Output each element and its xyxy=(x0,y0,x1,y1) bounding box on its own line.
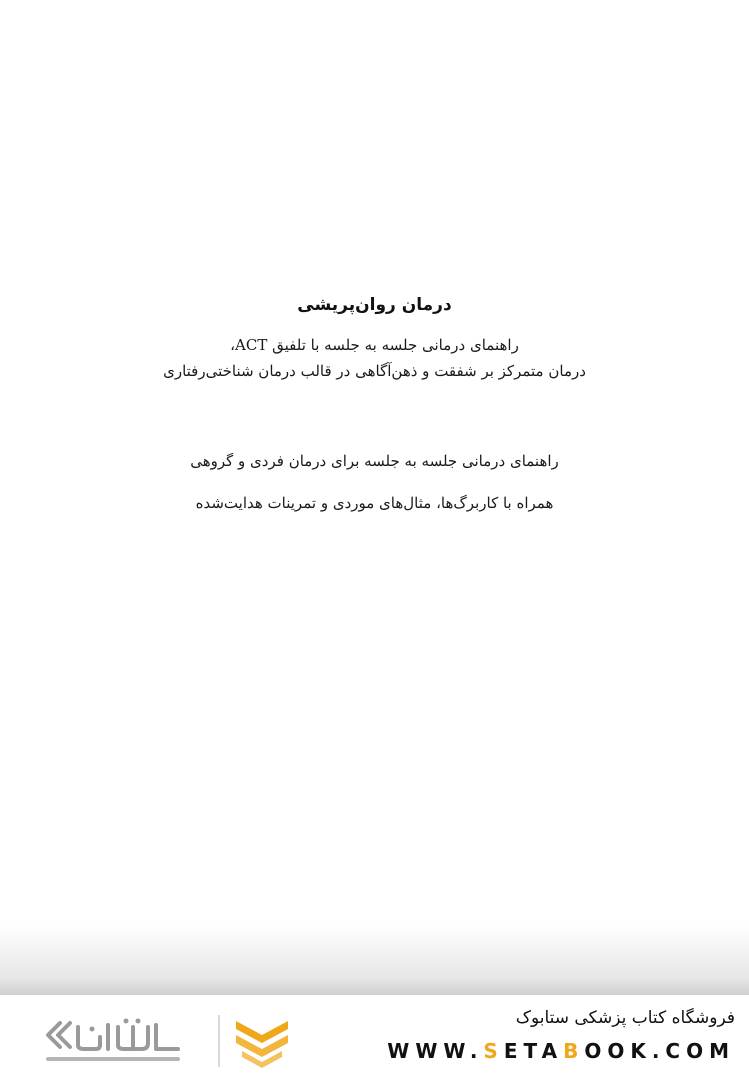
book-subtitle-line-2: درمان متمرکز بر شفقت و ذهن‌آگاهی در قالب درمان شناختی‌رفتاری xyxy=(163,362,586,380)
shop-name: فروشگاه کتاب پزشکی ستابوک xyxy=(515,1008,735,1028)
description-line-1: راهنمای درمانی جلسه به جلسه برای درمان فردی و گروهی xyxy=(190,452,559,470)
page-bottom-shadow xyxy=(0,925,749,997)
book-title: درمان روان‌پریشی xyxy=(297,295,452,315)
setabook-logo-icon xyxy=(232,1011,292,1071)
logo-divider xyxy=(218,1015,220,1067)
description-line-2: همراه با کاربرگ‌ها، مثال‌های موردی و تمرینات هدایت‌شده xyxy=(195,494,554,512)
website-url[interactable] xyxy=(375,1039,735,1063)
website-part-1: WWW. xyxy=(387,1039,484,1063)
website-part-4: OOK.COM xyxy=(584,1039,735,1063)
website-part-3-accent: B xyxy=(563,1039,585,1063)
setabook-logo[interactable] xyxy=(28,1009,298,1071)
setabook-wordmark-icon xyxy=(38,1015,208,1067)
website-part-2-accent: SETA xyxy=(483,1039,564,1063)
footer-shop-info xyxy=(375,1005,735,1063)
footer-banner xyxy=(0,995,749,1079)
description-block xyxy=(0,448,749,516)
title-block xyxy=(0,292,749,384)
book-subtitle-line-1: راهنمای درمانی جلسه به جلسه با تلفیق ACT، xyxy=(230,336,519,354)
